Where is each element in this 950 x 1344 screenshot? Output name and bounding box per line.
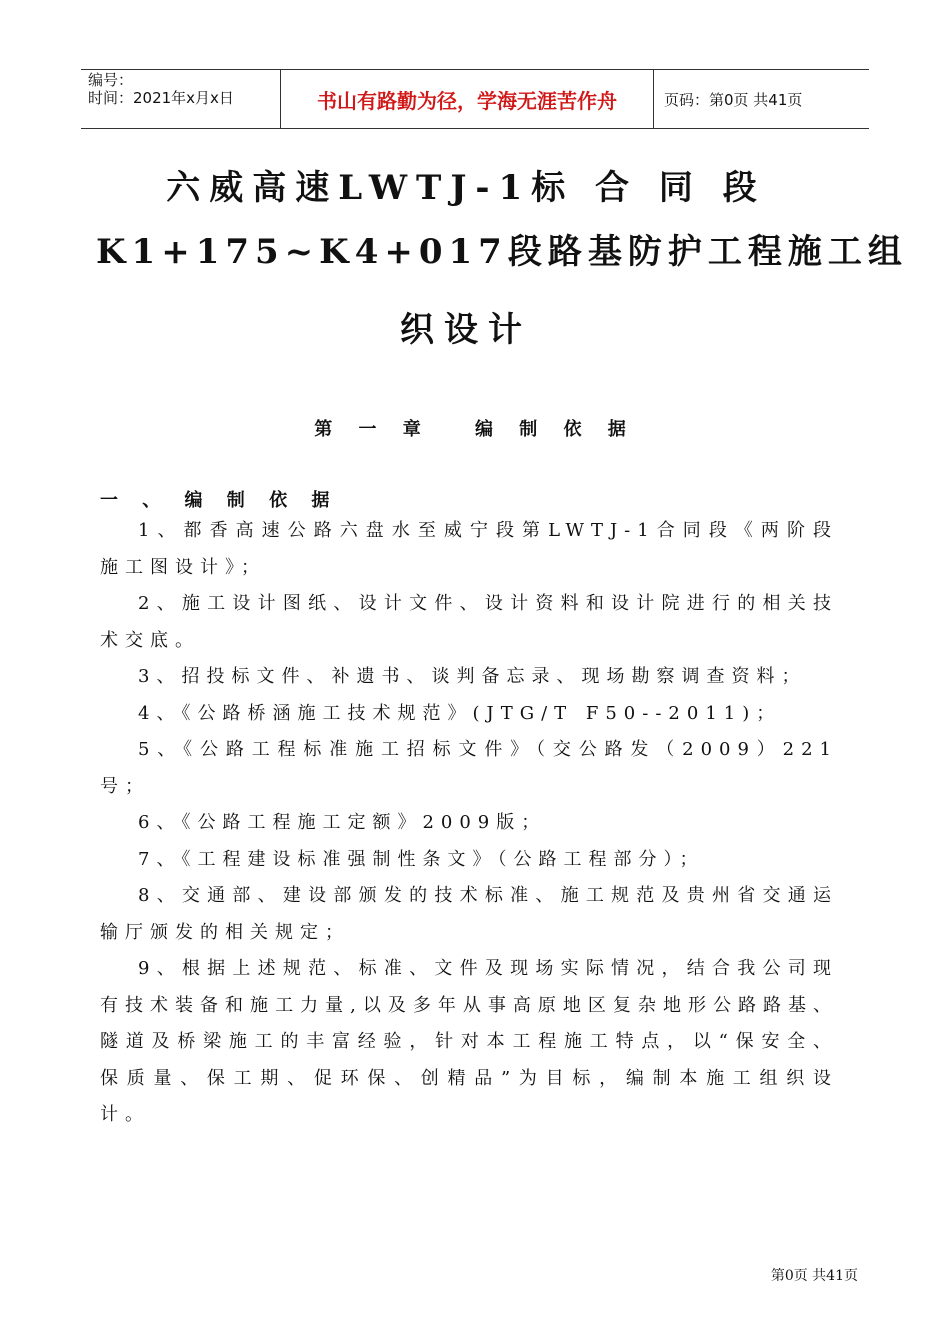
header-motto: 书山有路勤为径，学海无涯苦作舟 bbox=[281, 70, 654, 128]
basis-item-1: 1、都香高速公路六盘水至威宁段第LWTJ-1合同段《两阶段施工图设计》； bbox=[100, 520, 838, 578]
document-title-line-2: K1+175~K4+017段路基防护工程施工组 bbox=[96, 232, 908, 272]
header-page-info: 页码：第0页 共41页 bbox=[664, 90, 803, 109]
document-title-line-3: 织设计 bbox=[400, 310, 532, 350]
basis-item-5: 5、《公路工程标准施工招标文件》（交公路发（2009）221号； bbox=[100, 739, 838, 797]
basis-item-8: 8、交通部、建设部颁发的技术标准、施工规范及贵州省交通运输厅颁发的相关规定； bbox=[100, 885, 838, 943]
document-title-line-1: 六威高速LWTJ-1标 合 同 段 bbox=[166, 168, 766, 208]
header-meta bbox=[81, 70, 281, 128]
page-header bbox=[81, 69, 869, 129]
basis-item-3: 3、招投标文件、补遗书、谈判备忘录、现场勘察调查资料； bbox=[138, 666, 807, 687]
basis-item-2: 2、施工设计图纸、设计文件、设计资料和设计院进行的相关技术交底。 bbox=[100, 593, 838, 651]
body-text bbox=[100, 513, 838, 1134]
basis-item-7: 7、《工程建设标准强制性条文》（公路工程部分）； bbox=[138, 848, 705, 870]
page-footer: 第0页 共41页 bbox=[770, 1268, 858, 1284]
document-number: 编号： bbox=[88, 71, 134, 89]
section-heading: 一 、 编 制 依 据 bbox=[100, 490, 339, 511]
basis-item-4: 4、《公路桥涵施工技术规范》(JTG/T F50--2011)； bbox=[138, 702, 782, 724]
chapter-heading: 第 一 章 编 制 依 据 bbox=[314, 419, 636, 440]
basis-item-9: 9、根据上述规范、标准、文件及现场实际情况，结合我公司现有技术装备和施工力量,以及多年从事高原地区复杂地形公路路基、隧道及桥梁施工的丰富经验，针对本工程施工特点，以“保安全、保质量、保工期、促环保、创精品”为目标，编制本施工组织设计。 bbox=[100, 958, 838, 1125]
document-date: 时间：2021年x月x日 bbox=[88, 89, 234, 107]
basis-item-6: 6、《公路工程施工定额》2009版； bbox=[138, 812, 547, 833]
